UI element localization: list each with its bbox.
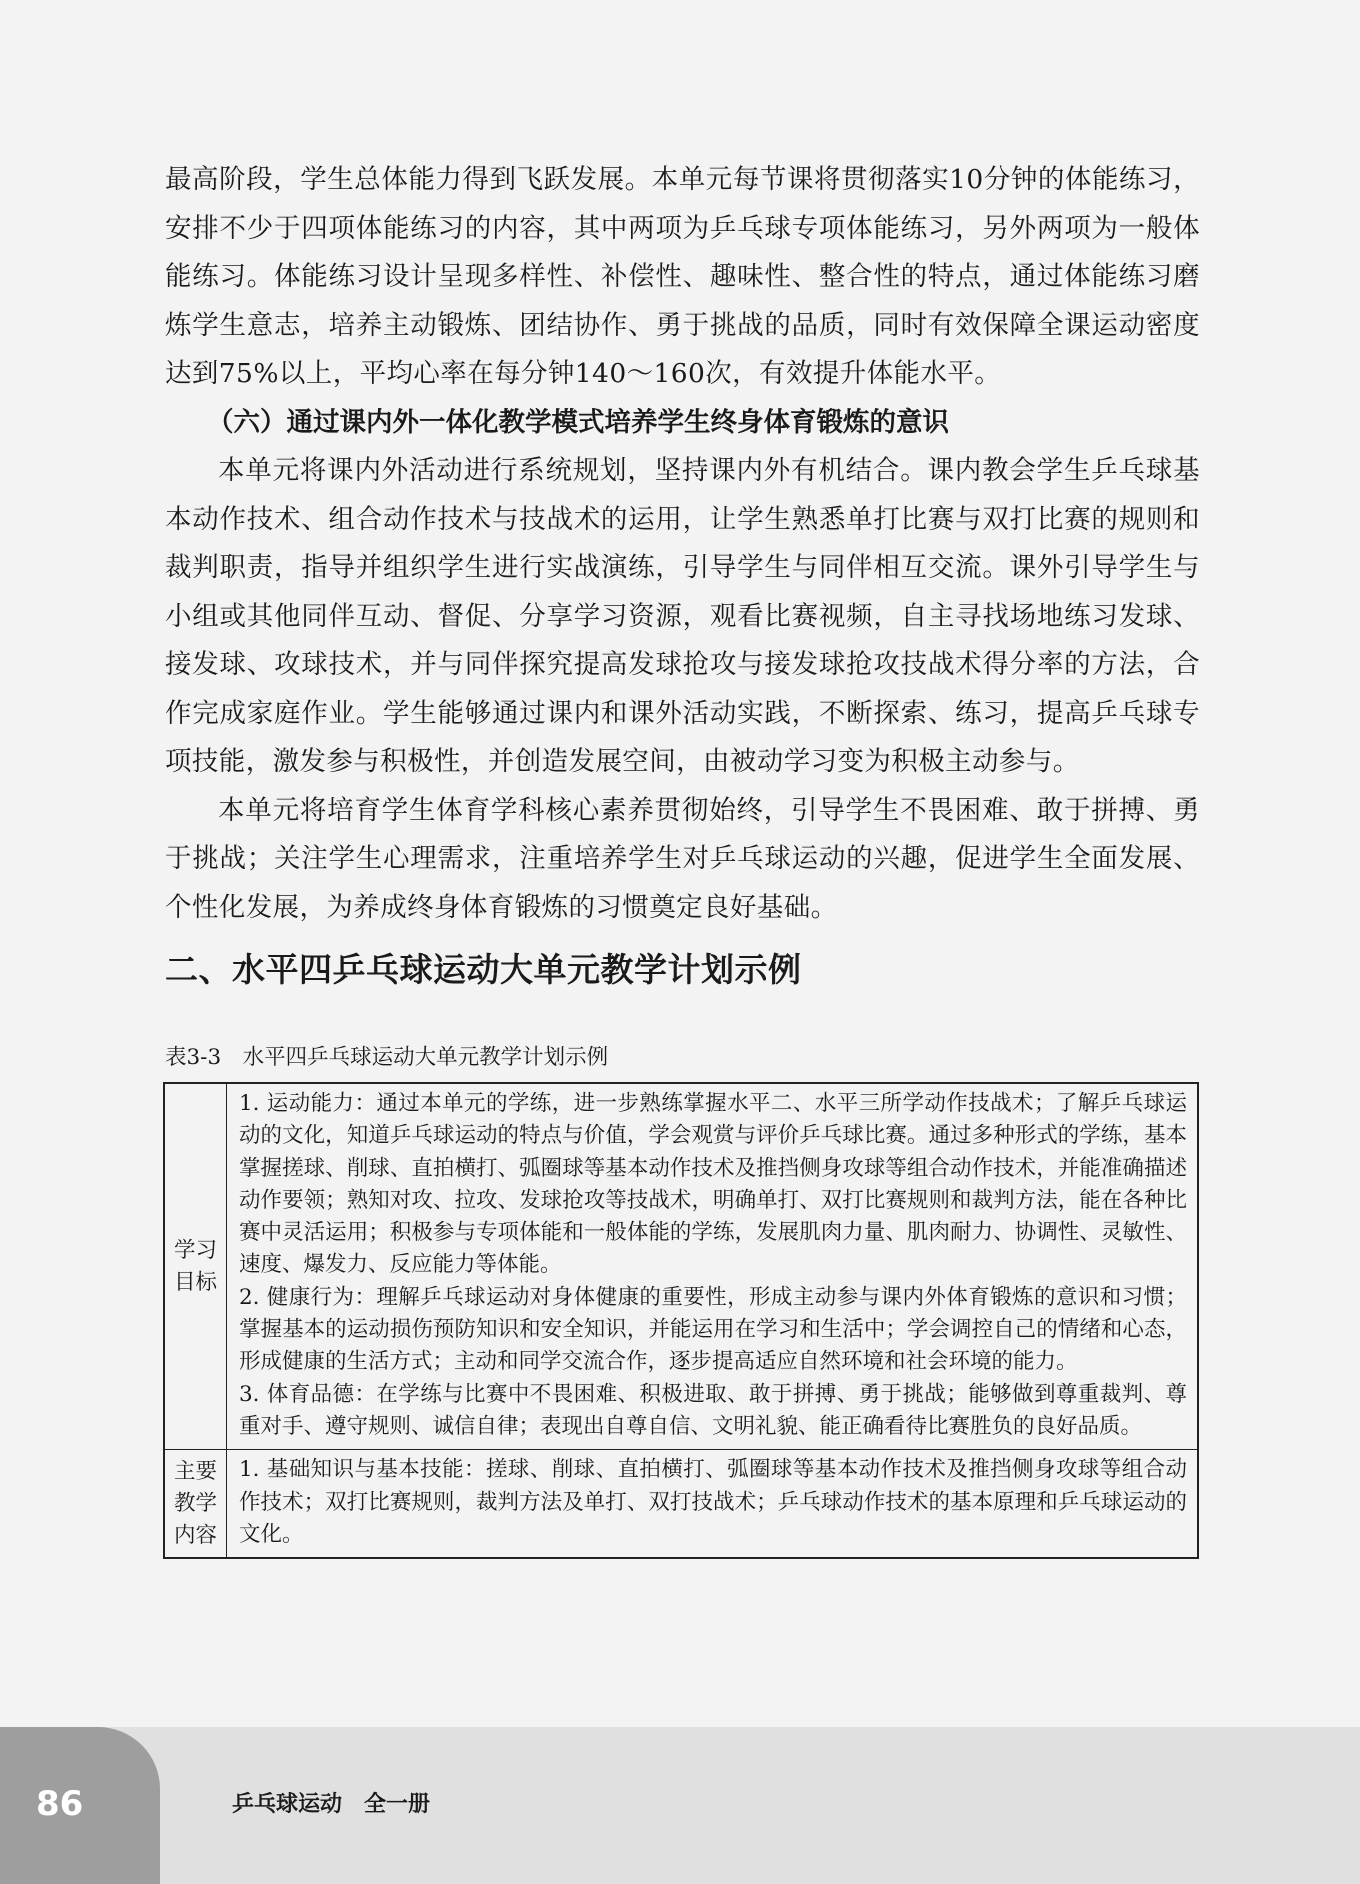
teaching-plan-table [163,1082,1199,1559]
paragraph-3: 本单元将培育学生体育学科核心素养贯彻始终，引导学生不畏困难、敢于拼搏、勇于挑战；关注学生心理需求，注重培养学生对乒乓球运动的兴趣，促进学生全面发展、个性化发展，为养成终身体育锻炼的习惯奠定良好基础。 [165,794,1200,923]
content-item-basics: 1. 基础知识与基本技能：搓球、削球、直拍横打、弧圈球等基本动作技术及推挡侧身攻球等组合动作技术；双打比赛规则，裁判方法及单打、双打技战术；乒乓球动作技术的基本原理和乒乓球运动的文化。 [239,1457,1187,1547]
objective-item-health-behavior: 2. 健康行为：理解乒乓球运动对身体健康的重要性，形成主动参与课内外体育锻炼的意识和习惯；掌握基本的运动损伤预防知识和安全知识，并能运用在学习和生活中；学会调控自己的情绪和心态，形成健康的生活方式；主动和同学交流合作，逐步提高适应自然环境和社会环境的能力。 [239,1284,1187,1375]
row-content-objectives [227,1083,1199,1450]
footer-band [0,1727,1360,1884]
table-caption: 表3-3 水平四乒乓球运动大单元教学计划示例 [165,1045,609,1070]
section-title: 二、水平四乒乓球运动大单元教学计划示例 [165,950,802,989]
row-label-content: 主要教学内容 [164,1450,227,1558]
table-row-objectives [164,1083,1198,1450]
table-row-content [164,1450,1198,1558]
row-label-objectives: 学习目标 [164,1083,227,1450]
objective-item-sports-ethics: 3. 体育品德：在学练与比赛中不畏困难、积极进取、敢于拼搏、勇于挑战；能够做到尊重裁判、尊重对手、遵守规则、诚信自律；表现出自尊自信、文明礼貌、能正确看待比赛胜负的良好品质。 [239,1381,1187,1439]
body-text [165,156,1200,932]
objective-item-motor-ability: 1. 运动能力：通过本单元的学练，进一步熟练掌握水平二、水平三所学动作技战术；了解乒乓球运动的文化，知道乒乓球运动的特点与价值，学会观赏与评价乒乓球比赛。通过多种形式的学练，基本掌握搓球、削球、直拍横打、弧圈球等基本动作技术及推挡侧身攻球等组合动作技术，并能准确描述动作要领；熟知对攻、拉攻、发球抢攻等技战术，明确单打、双打比赛规则和裁判方法，能在各种比赛中灵活运用；积极参与专项体能和一般体能的学练，发展肌肉力量、肌肉耐力、协调性、灵敏性、速度、爆发力、反应能力等体能。 [239,1091,1187,1278]
row-content-main [227,1450,1199,1558]
book-title: 乒乓球运动 全一册 [232,1792,431,1817]
page-number: 86 [36,1784,84,1824]
subheading-6: （六）通过课内外一体化教学模式培养学生终身体育锻炼的意识 [207,406,949,438]
paragraph-2: 本单元将课内外活动进行系统规划，坚持课内外有机结合。课内教会学生乒乓球基本动作技术、组合动作技术与技战术的运用，让学生熟悉单打比赛与双打比赛的规则和裁判职责，指导并组织学生进行实战演练，引导学生与同伴相互交流。课外引导学生与小组或其他同伴互动、督促、分享学习资源，观看比赛视频，自主寻找场地练习发球、接发球、攻球技术，并与同伴探究提高发球抢攻与接发球抢攻技战术得分率的方法，合作完成家庭作业。学生能够通过课内和课外活动实践，不断探索、练习，提高乒乓球专项技能，激发参与积极性，并创造发展空间，由被动学习变为积极主动参与。 [165,455,1200,777]
paragraph-1: 最高阶段，学生总体能力得到飞跃发展。本单元每节课将贯彻落实10分钟的体能练习，安排不少于四项体能练习的内容，其中两项为乒乓球专项体能练习，另外两项为一般体能练习。体能练习设计呈现多样性、补偿性、趣味性、整合性的特点，通过体能练习磨炼学生意志，培养主动锻炼、团结协作、勇于挑战的品质，同时有效保障全课运动密度达到75%以上，平均心率在每分钟140～160次，有效提升体能水平。 [165,164,1200,389]
